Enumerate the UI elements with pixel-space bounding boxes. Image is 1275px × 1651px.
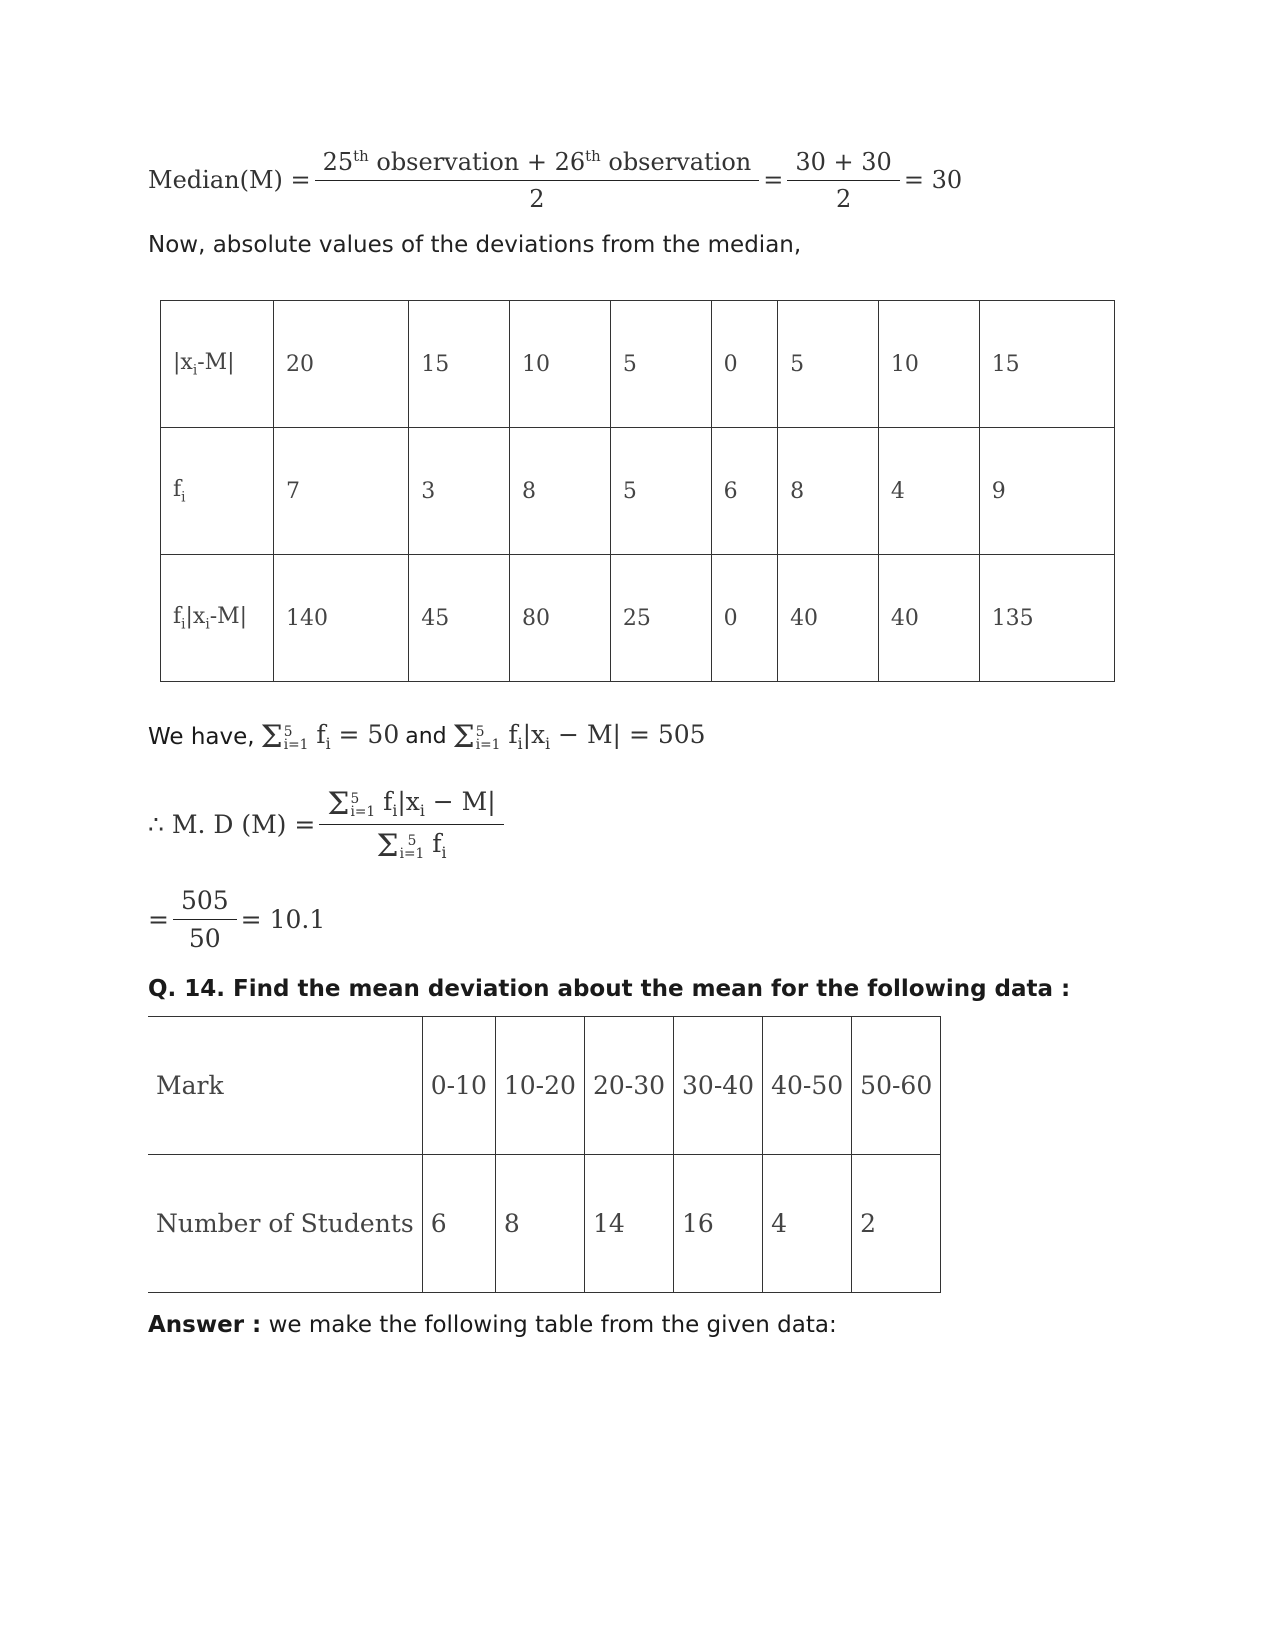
table-cell: 10 bbox=[878, 301, 979, 428]
md-fraction: Σ 5 i=1 $f_i|x_i - M|$ Σ 5 i=1 $f_i$ bbox=[323, 787, 499, 862]
student-count-cell: 4 bbox=[763, 1155, 852, 1293]
deviation-row bbox=[161, 555, 1115, 682]
student-count-cell: 16 bbox=[674, 1155, 763, 1293]
row-label: $|x_i-M|$ bbox=[161, 301, 274, 428]
table-cell: 20 bbox=[274, 301, 409, 428]
table-cell: 3 bbox=[409, 428, 510, 555]
deviation-table bbox=[160, 300, 1115, 682]
answer-label: Answer : bbox=[148, 1312, 262, 1338]
class-interval-cell: 50-60 bbox=[852, 1017, 941, 1155]
table-cell: 15 bbox=[979, 301, 1114, 428]
table-cell: 6 bbox=[711, 428, 777, 555]
mean-deviation-formula: ∴ M. D (M) = Σ 5 i=1 $f_i|x_i - M|$ Σ 5 i=1 $f_i$ bbox=[148, 787, 500, 862]
table-cell: 8 bbox=[778, 428, 879, 555]
row-label: $f_i|x_i-M|$ bbox=[161, 555, 274, 682]
class-interval-cell: 0-10 bbox=[422, 1017, 495, 1155]
sum-frequency: Σ 5 i=1 $f_i = 50$ bbox=[260, 718, 400, 755]
row-label: $f_i$ bbox=[161, 428, 274, 555]
table-cell: 9 bbox=[979, 428, 1114, 555]
table-cell: 45 bbox=[409, 555, 510, 682]
table-cell: 15 bbox=[409, 301, 510, 428]
result-fraction: $\frac{505}{50}$ bbox=[177, 886, 233, 953]
question-heading: Q. 14. Find the mean deviation about the mean for the following data : bbox=[148, 976, 1071, 1002]
table-cell: 25 bbox=[610, 555, 711, 682]
table-cell: 135 bbox=[979, 555, 1114, 682]
answer-line bbox=[148, 1312, 837, 1338]
deviation-row bbox=[161, 428, 1115, 555]
student-count-cell: 14 bbox=[584, 1155, 673, 1293]
table-cell: 140 bbox=[274, 555, 409, 682]
sum-weighted-deviation: Σ 5 i=1 $f_i|x_i - M| = 505$ bbox=[452, 718, 706, 755]
class-interval-cell: 30-40 bbox=[674, 1017, 763, 1155]
table-cell: 0 bbox=[711, 555, 777, 682]
median-value-fraction: $\frac{30 + 30}{2}$ bbox=[791, 148, 895, 213]
table-cell: 5 bbox=[610, 301, 711, 428]
students-row bbox=[148, 1155, 941, 1293]
table-cell: 10 bbox=[510, 301, 611, 428]
median-label: Median(M) = bbox=[148, 166, 311, 194]
deviation-row bbox=[161, 301, 1115, 428]
table-cell: 40 bbox=[778, 555, 879, 682]
marks-header-row bbox=[148, 1017, 941, 1155]
table-cell: 40 bbox=[878, 555, 979, 682]
mark-label: Mark bbox=[148, 1017, 422, 1155]
table-cell: 5 bbox=[778, 301, 879, 428]
result-value: = 10.1 bbox=[240, 905, 326, 934]
student-count-cell: 2 bbox=[852, 1155, 941, 1293]
table-cell: 7 bbox=[274, 428, 409, 555]
table-cell: 5 bbox=[610, 428, 711, 555]
table-cell: 8 bbox=[510, 428, 611, 555]
class-interval-cell: 20-30 bbox=[584, 1017, 673, 1155]
table-cell: 4 bbox=[878, 428, 979, 555]
intro-sentence: Now, absolute values of the deviations from the median, bbox=[148, 232, 802, 258]
student-count-cell: 8 bbox=[495, 1155, 584, 1293]
students-label: Number of Students bbox=[148, 1155, 422, 1293]
table-cell: 0 bbox=[711, 301, 777, 428]
we-have-line: We have, Σ 5 i=1 $f_i = 50$ and Σ 5 i=1 $f_i|x_i - M| = 505$ bbox=[148, 718, 706, 755]
median-fraction: $\frac{25^{th} observation + 26^{th} observation}{2}$ bbox=[319, 147, 756, 213]
answer-text: we make the following table from the given data: bbox=[261, 1312, 837, 1338]
median-formula: Median(M) = $\frac{25^{th} observation + 26^{th} observation}{2}$ = $\frac{30 + 30}{2}$ = 30 bbox=[148, 147, 963, 213]
median-result: = 30 bbox=[903, 166, 963, 194]
student-count-cell: 6 bbox=[422, 1155, 495, 1293]
class-interval-cell: 10-20 bbox=[495, 1017, 584, 1155]
result-line: = $\frac{505}{50}$ = 10.1 bbox=[148, 886, 326, 953]
marks-table bbox=[148, 1016, 941, 1293]
class-interval-cell: 40-50 bbox=[763, 1017, 852, 1155]
table-cell: 80 bbox=[510, 555, 611, 682]
